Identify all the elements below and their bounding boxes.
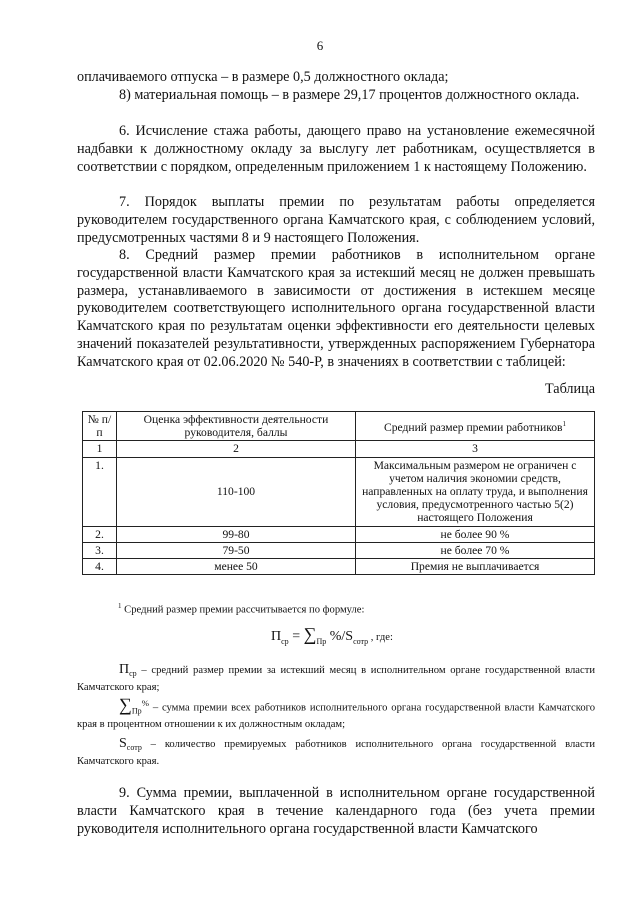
def-sum-pct: %	[141, 698, 149, 708]
def-sum-icon: ∑	[119, 694, 132, 715]
header-number: № п/п	[83, 412, 117, 441]
table-row	[83, 542, 595, 558]
row-number: 4.	[83, 559, 117, 575]
header-score: Оценка эффективности деятельности руководителя, баллы	[117, 412, 356, 441]
formula-eq: =	[288, 629, 304, 644]
row-number: 1.	[83, 457, 117, 526]
def-count-text: – количество премируемых работников исполнительного органа государственной власти Камчатского края.	[77, 739, 595, 767]
page-number: 6	[316, 38, 324, 53]
row-bonus: Максимальным размером не ограничен с учетом наличия экономии средств, направленных на оплату труда, и выполнения условия, предусмотренного частью 5(2) настоящего Положения	[356, 457, 595, 526]
formula-sum-sub: Пр	[316, 636, 327, 646]
index-cell: 3	[356, 441, 595, 457]
formula-lhs: П	[271, 629, 282, 644]
paragraph-7: 7. Порядок выплаты премии по результатам работы определяется руководителем государственного органа Камчатского края, с соблюдением условий, предусмотренных частями 8 и 9 настоящего Положения.	[77, 194, 595, 246]
paragraph-9: 9. Сумма премии, выплаченной в исполнительном органе государственной власти Камчатского края в течение календарного года (без учета премии руководителя исполнительного органа государственной власти Камчатского	[77, 785, 595, 837]
header-bonus	[356, 412, 595, 441]
table-row	[83, 559, 595, 575]
paragraph-item-8: 8) материальная помощь – в размере 29,17 процентов должностного оклада.	[119, 87, 580, 103]
definition-employee-count	[77, 737, 595, 768]
row-bonus: Премия не выплачивается	[356, 559, 595, 575]
index-cell: 2	[117, 441, 356, 457]
bonus-table	[82, 411, 595, 575]
paragraph-6: 6. Исчисление стажа работы, дающего право на установление ежемесячной надбавки к должностному окладу за выслугу лет работникам, осуществляется в соответствии с порядком, определенным приложением 1 к настоящему Положению.	[77, 123, 595, 175]
row-bonus: не более 70 %	[356, 542, 595, 558]
table-label: Таблица	[544, 381, 595, 397]
row-score: 110-100	[117, 457, 356, 526]
row-number: 3.	[83, 542, 117, 558]
formula-s-sub: сотр	[353, 636, 369, 646]
row-bonus: не более 90 %	[356, 526, 595, 542]
footnote-ref: 1	[562, 420, 567, 429]
definition-bonus-sum	[77, 694, 595, 731]
table-row	[83, 526, 595, 542]
table-index-row	[83, 441, 595, 457]
def-sum-text: – сумма премии всех работников исполнительного органа государственной власти Камчатского края в процентном отношении к их должностным окладам;	[77, 702, 595, 731]
paragraph-8: 8. Средний размер премии работников в исполнительном органе государственной власти Камчатского края за истекший месяц не должен превышать размера, устанавливаемого в зависимости от достижения в истекшем месяце руководителем соответствующего исполнительного органа государственной власти Камчатского края по результатам оценки эффективности его деятельности целевых значений показателей результативности, утвержденных распоряжением Губернатора Камчатского края от 02.06.2020 № 540-Р, в значениях в соответствии с таблицей:	[77, 247, 595, 370]
formula-lhs-sub: ср	[281, 636, 289, 646]
row-score: менее 50	[117, 559, 356, 575]
paragraph-leave-line: оплачиваемого отпуска – в размере 0,5 должностного оклада;	[77, 69, 449, 85]
def-count-symbol: S	[119, 736, 127, 751]
table-header-row	[83, 412, 595, 441]
footnote-mark: 1	[118, 602, 122, 610]
header-bonus-text: Средний размер премии работников	[383, 421, 563, 435]
def-avg-symbol: П	[119, 662, 130, 677]
sum-icon: ∑	[303, 624, 317, 644]
footnote-text: Средний размер премии рассчитывается по формуле:	[124, 604, 365, 616]
formula-pct: %/S	[326, 629, 354, 644]
index-cell: 1	[83, 441, 117, 457]
footnote-intro	[118, 600, 364, 617]
def-avg-sub: ср	[129, 669, 137, 679]
def-sum-sub: Пр	[131, 706, 142, 716]
definition-avg-bonus	[77, 663, 595, 694]
row-number: 2.	[83, 526, 117, 542]
table-row	[83, 457, 595, 526]
def-count-sub: сотр	[126, 743, 142, 753]
def-avg-text: – средний размер премии за истекший месяц в исполнительном органе государственной власти Камчатского края;	[77, 665, 595, 693]
row-score: 99-80	[117, 526, 356, 542]
bonus-formula	[271, 624, 393, 646]
formula-tail: , где:	[368, 632, 393, 643]
row-score: 79-50	[117, 542, 356, 558]
